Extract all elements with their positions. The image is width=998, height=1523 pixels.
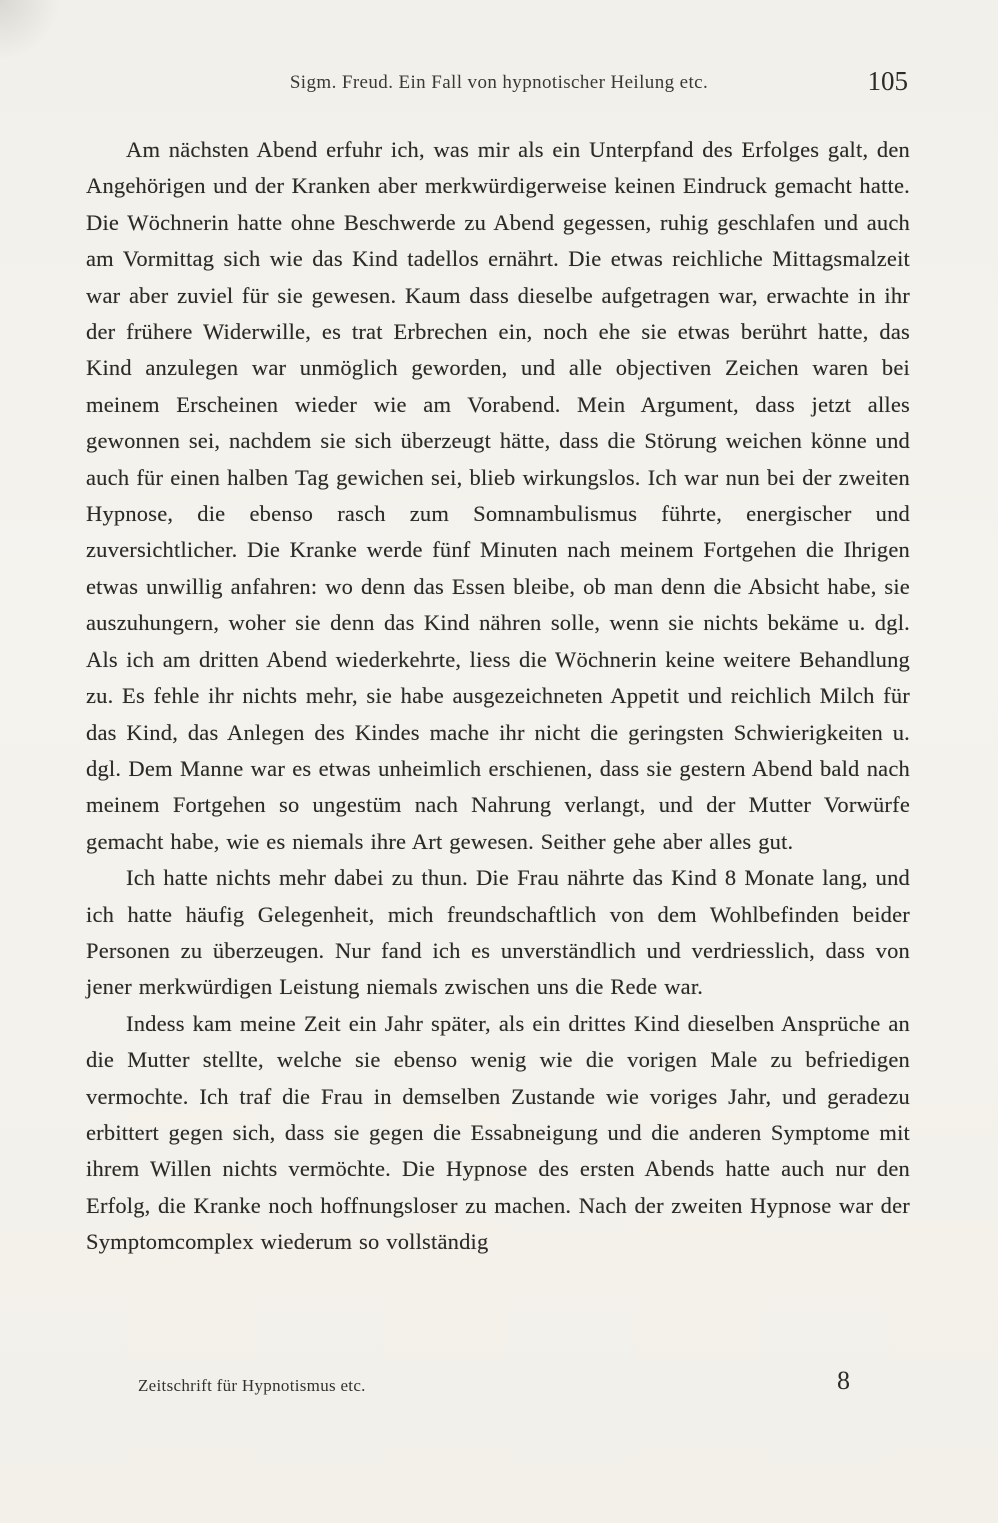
sheet-signature-number: 8 (837, 1366, 850, 1395)
journal-imprint: Zeitschrift für Hypnotismus etc. (138, 1376, 366, 1395)
paragraph-2: Ich hatte nichts mehr dabei zu thun. Die Frau nährte das Kind 8 Monate lang, und ich hatte häufig Gelegenheit, mich freundschaftlich von dem Wohlbefinden beider Personen zu überzeugen. Nur fand ich es unverständlich und verdriesslich, dass von jener merkwürdigen Leistung niemals zwischen uns die Rede war. (86, 865, 910, 1000)
page-footer (86, 1366, 910, 1406)
running-title: Sigm. Freud. Ein Fall von hypnotischer Heilung etc. (289, 72, 709, 93)
paragraph-1: Am nächsten Abend erfuhr ich, was mir als ein Unterpfand des Erfolges galt, den Angehörigen und der Kranken aber merkwürdigerweise keinen Eindruck gemacht hatte. Die Wöchnerin hatte ohne Beschwerde zu Abend gegessen, ruhig geschlafen und auch am Vormittag sich wie das Kind tadellos ernährt. Die etwas reichliche Mittagsmalzeit war aber zuviel für sie gewesen. Kaum dass dieselbe aufgetragen war, erwachte in ihr der frühere Widerwille, es trat Erbrechen ein, noch ehe sie etwas berührt hatte, das Kind anzulegen war unmöglich geworden, und alle objectiven Zeichen waren bei meinem Erscheinen wieder wie am Vorabend. Mein Argument, dass jetzt alles gewonnen sei, nachdem sie sich überzeugt hätte, dass die Störung weichen könne und auch für einen halben Tag gewichen sei, blieb wirkungslos. Ich war nun bei der zweiten Hypnose, die ebenso rasch zum Somnambulismus führte, energischer und zuversichtlicher. Die Kranke werde fünf Minuten nach meinem Fortgehen die Ihrigen etwas unwillig anfahren: wo denn das Essen bleibe, ob man denn die Absicht habe, sie auszuhungern, woher sie denn das Kind nähren solle, wenn sie nichts bekäme u. dgl. Als ich am dritten Abend wiederkehrte, liess die Wöchnerin keine weitere Behandlung zu. Es fehle ihr nichts mehr, sie habe ausgezeichneten Appetit und reichlich Milch für das Kind, das Anlegen des Kindes mache ihr nicht die geringsten Schwierigkeiten u. dgl. Dem Manne war es etwas unheimlich erschienen, dass sie gestern Abend bald nach meinem Fortgehen so ungestüm nach Nahrung verlangt, und der Mutter Vorwürfe gemacht habe, wie es niemals ihre Art gewesen. Seither gehe aber alles gut. (86, 137, 910, 854)
body-text (86, 132, 910, 1261)
page-number: 105 (867, 66, 908, 96)
paragraph-3: Indess kam meine Zeit ein Jahr später, als ein drittes Kind dieselben Ansprüche an die Mutter stellte, welche sie ebenso wenig wie die vorigen Male zu befriedigen vermochte. Ich traf die Frau in demselben Zustande wie voriges Jahr, und geradezu erbittert gegen sich, dass sie gegen die Essabneigung und die anderen Symptome mit ihrem Willen nichts vermöchte. Die Hypnose des ersten Abends hatte auch nur den Erfolg, die Kranke noch hoffnungsloser zu machen. Nach der zweiten Hypnose war der Symptomcomplex wiederum so vollständig (86, 1010, 910, 1255)
running-head (88, 66, 910, 106)
